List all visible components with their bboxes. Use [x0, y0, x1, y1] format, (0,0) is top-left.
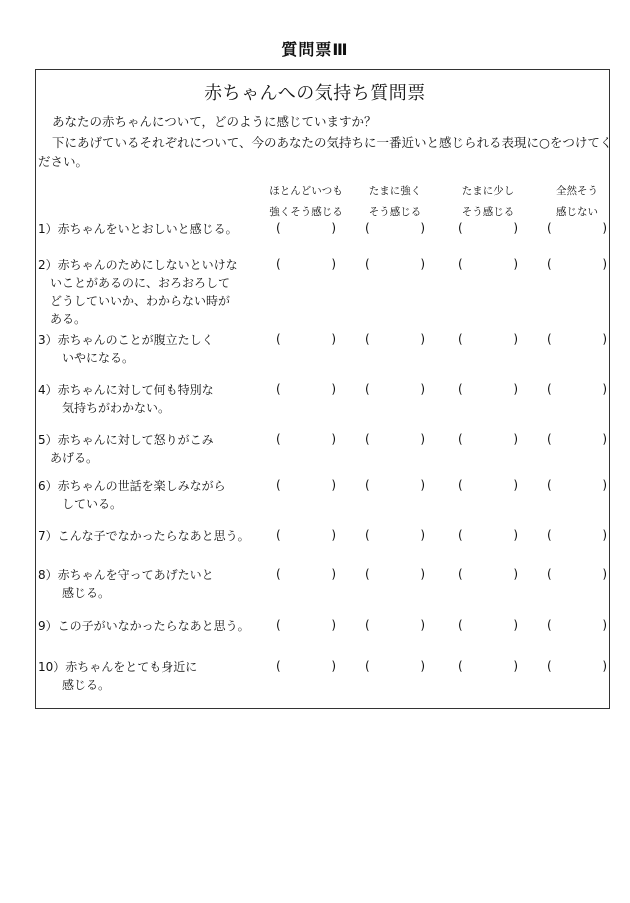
paren-open: (	[276, 332, 281, 346]
column-header-line-1: たまに少し	[461, 185, 515, 197]
answer-option-q3-c3[interactable]	[458, 332, 518, 346]
answer-option-q2-c1[interactable]	[276, 257, 336, 271]
question-line: いやになる。	[38, 351, 135, 365]
paren-close: )	[331, 257, 336, 271]
answer-option-q10-c2[interactable]	[365, 659, 425, 673]
answer-option-q10-c3[interactable]	[458, 659, 518, 673]
intro-line-3: ださい。	[38, 154, 89, 169]
paren-close: )	[602, 528, 607, 542]
column-header-3	[443, 181, 533, 223]
paren-open: (	[365, 567, 370, 581]
paren-open: (	[458, 221, 463, 235]
answer-option-q3-c1[interactable]	[276, 332, 336, 346]
answer-option-q7-c2[interactable]	[365, 528, 425, 542]
paren-close: )	[420, 257, 425, 271]
paren-close: )	[331, 478, 336, 492]
paren-close: )	[602, 332, 607, 346]
question-10-text	[38, 658, 197, 694]
answer-option-q8-c3[interactable]	[458, 567, 518, 581]
column-header-line-2: そう感じる	[461, 206, 515, 218]
paren-close: )	[602, 382, 607, 396]
intro-line-1: あなたの赤ちゃんについて，どのように感じていますか？	[52, 114, 377, 129]
answer-option-q7-c1[interactable]	[276, 528, 336, 542]
paren-close: )	[331, 567, 336, 581]
question-line: 1）赤ちゃんをいとおしいと感じる。	[38, 222, 238, 236]
answer-option-q5-c1[interactable]	[276, 432, 336, 446]
answer-option-q6-c2[interactable]	[365, 478, 425, 492]
question-6-text	[38, 477, 226, 513]
paren-close: )	[513, 332, 518, 346]
paren-open: (	[547, 332, 552, 346]
paren-open: (	[276, 618, 281, 632]
paren-open: (	[365, 528, 370, 542]
answer-option-q1-c3[interactable]	[458, 221, 518, 235]
answer-option-q9-c3[interactable]	[458, 618, 518, 632]
paren-close: )	[331, 221, 336, 235]
paren-open: (	[458, 332, 463, 346]
question-line: 8）赤ちゃんを守ってあげたいと	[38, 568, 214, 582]
paren-close: )	[602, 478, 607, 492]
paren-open: (	[365, 257, 370, 271]
paren-open: (	[547, 382, 552, 396]
answer-option-q8-c4[interactable]	[547, 567, 607, 581]
column-header-line-2: 感じない	[556, 206, 598, 218]
paren-close: )	[513, 432, 518, 446]
paren-close: )	[331, 618, 336, 632]
answer-option-q3-c4[interactable]	[547, 332, 607, 346]
column-header-line-1: 全然そう	[556, 185, 598, 197]
question-line: している。	[38, 497, 123, 511]
paren-close: )	[513, 382, 518, 396]
form-title: 赤ちゃんへの気持ち質問票	[204, 83, 426, 104]
paren-open: (	[276, 567, 281, 581]
answer-option-q3-c2[interactable]	[365, 332, 425, 346]
answer-option-q9-c1[interactable]	[276, 618, 336, 632]
paren-close: )	[513, 528, 518, 542]
paren-open: (	[276, 432, 281, 446]
question-line: いことがあるのに、おろおろして	[38, 276, 231, 290]
paren-open: (	[365, 382, 370, 396]
paren-open: (	[458, 478, 463, 492]
question-line: 感じる。	[38, 678, 111, 692]
question-8-text	[38, 566, 214, 602]
column-header-line-2: そう感じる	[368, 206, 422, 218]
column-header-1	[261, 181, 351, 223]
paren-open: (	[365, 332, 370, 346]
paren-close: )	[602, 257, 607, 271]
paren-close: )	[602, 567, 607, 581]
paren-open: (	[276, 257, 281, 271]
paren-close: )	[513, 659, 518, 673]
paren-close: )	[420, 567, 425, 581]
paren-open: (	[458, 432, 463, 446]
paren-open: (	[547, 221, 552, 235]
paren-close: )	[331, 432, 336, 446]
answer-option-q10-c1[interactable]	[276, 659, 336, 673]
question-line: 3）赤ちゃんのことが腹立たしく	[38, 333, 214, 347]
intro-line-2: 下にあげているそれぞれについて、今のあなたの気持ちに一番近いと感じられる表現に○をつけてく	[52, 135, 613, 150]
answer-option-q8-c2[interactable]	[365, 567, 425, 581]
question-line: あげる。	[38, 451, 99, 465]
answer-option-q2-c3[interactable]	[458, 257, 518, 271]
answer-option-q7-c3[interactable]	[458, 528, 518, 542]
paren-open: (	[458, 528, 463, 542]
paren-open: (	[547, 432, 552, 446]
paren-open: (	[276, 528, 281, 542]
paren-open: (	[458, 618, 463, 632]
answer-option-q4-c3[interactable]	[458, 382, 518, 396]
answer-option-q2-c2[interactable]	[365, 257, 425, 271]
question-line: どうしていいか、わからない時が	[38, 294, 231, 308]
paren-open: (	[276, 659, 281, 673]
paren-close: )	[331, 528, 336, 542]
question-line: 2）赤ちゃんのためにしないといけな	[38, 258, 238, 272]
column-header-line-1: ほとんどいつも	[269, 185, 343, 197]
paren-close: )	[331, 332, 336, 346]
paren-close: )	[602, 221, 607, 235]
question-line: 10）赤ちゃんをとても身近に	[38, 660, 198, 674]
paren-close: )	[420, 478, 425, 492]
paren-open: (	[547, 257, 552, 271]
answer-option-q5-c3[interactable]	[458, 432, 518, 446]
paren-close: )	[420, 382, 425, 396]
answer-option-q4-c1[interactable]	[276, 382, 336, 396]
page-title: 質問票Ⅲ	[281, 40, 349, 59]
paren-open: (	[547, 659, 552, 673]
paren-open: (	[365, 478, 370, 492]
paren-close: )	[331, 382, 336, 396]
column-header-line-2: 強くそう感じる	[269, 206, 343, 218]
paren-close: )	[420, 221, 425, 235]
answer-option-q9-c4[interactable]	[547, 618, 607, 632]
question-line: 9）この子がいなかったらなあと思う。	[38, 619, 250, 633]
question-line: 気持ちがわかない。	[38, 401, 171, 415]
paren-open: (	[365, 221, 370, 235]
answer-option-q9-c2[interactable]	[365, 618, 425, 632]
answer-option-q10-c4[interactable]	[547, 659, 607, 673]
column-header-2	[350, 181, 440, 223]
answer-option-q1-c4[interactable]	[547, 221, 607, 235]
paren-open: (	[365, 659, 370, 673]
question-line: 6）赤ちゃんの世話を楽しみながら	[38, 479, 226, 493]
paren-close: )	[420, 659, 425, 673]
paren-close: )	[331, 659, 336, 673]
paren-open: (	[365, 432, 370, 446]
question-line: 7）こんな子でなかったらなあと思う。	[38, 529, 250, 543]
question-7-text	[38, 527, 250, 545]
answer-option-q5-c2[interactable]	[365, 432, 425, 446]
paren-close: )	[420, 528, 425, 542]
answer-option-q4-c4[interactable]	[547, 382, 607, 396]
question-1-text	[38, 220, 238, 238]
column-header-line-1: たまに強く	[368, 185, 422, 197]
paren-close: )	[513, 478, 518, 492]
column-header-4	[532, 181, 622, 223]
paren-open: (	[458, 382, 463, 396]
paren-close: )	[420, 432, 425, 446]
question-line: 5）赤ちゃんに対して怒りがこみ	[38, 433, 214, 447]
paren-close: )	[602, 659, 607, 673]
paren-open: (	[547, 478, 552, 492]
paren-open: (	[458, 257, 463, 271]
answer-option-q7-c4[interactable]	[547, 528, 607, 542]
paren-open: (	[458, 659, 463, 673]
question-4-text	[38, 381, 214, 417]
paren-open: (	[547, 567, 552, 581]
paren-open: (	[276, 382, 281, 396]
answer-option-q6-c3[interactable]	[458, 478, 518, 492]
answer-option-q1-c2[interactable]	[365, 221, 425, 235]
answer-option-q6-c4[interactable]	[547, 478, 607, 492]
question-5-text	[38, 431, 214, 467]
answer-option-q2-c4[interactable]	[547, 257, 607, 271]
question-line: 感じる。	[38, 586, 111, 600]
question-line: ある。	[38, 312, 87, 326]
paren-close: )	[602, 618, 607, 632]
answer-option-q5-c4[interactable]	[547, 432, 607, 446]
paren-close: )	[420, 618, 425, 632]
question-2-text	[38, 256, 238, 328]
answer-option-q6-c1[interactable]	[276, 478, 336, 492]
paren-open: (	[365, 618, 370, 632]
question-9-text	[38, 617, 250, 635]
paren-close: )	[602, 432, 607, 446]
paren-close: )	[513, 221, 518, 235]
paren-close: )	[513, 567, 518, 581]
paren-close: )	[513, 618, 518, 632]
answer-option-q8-c1[interactable]	[276, 567, 336, 581]
paren-open: (	[458, 567, 463, 581]
question-3-text	[38, 331, 214, 367]
question-line: 4）赤ちゃんに対して何も特別な	[38, 383, 214, 397]
answer-option-q4-c2[interactable]	[365, 382, 425, 396]
paren-open: (	[276, 478, 281, 492]
paren-close: )	[513, 257, 518, 271]
paren-open: (	[547, 618, 552, 632]
paren-open: (	[276, 221, 281, 235]
answer-option-q1-c1[interactable]	[276, 221, 336, 235]
paren-close: )	[420, 332, 425, 346]
paren-open: (	[547, 528, 552, 542]
